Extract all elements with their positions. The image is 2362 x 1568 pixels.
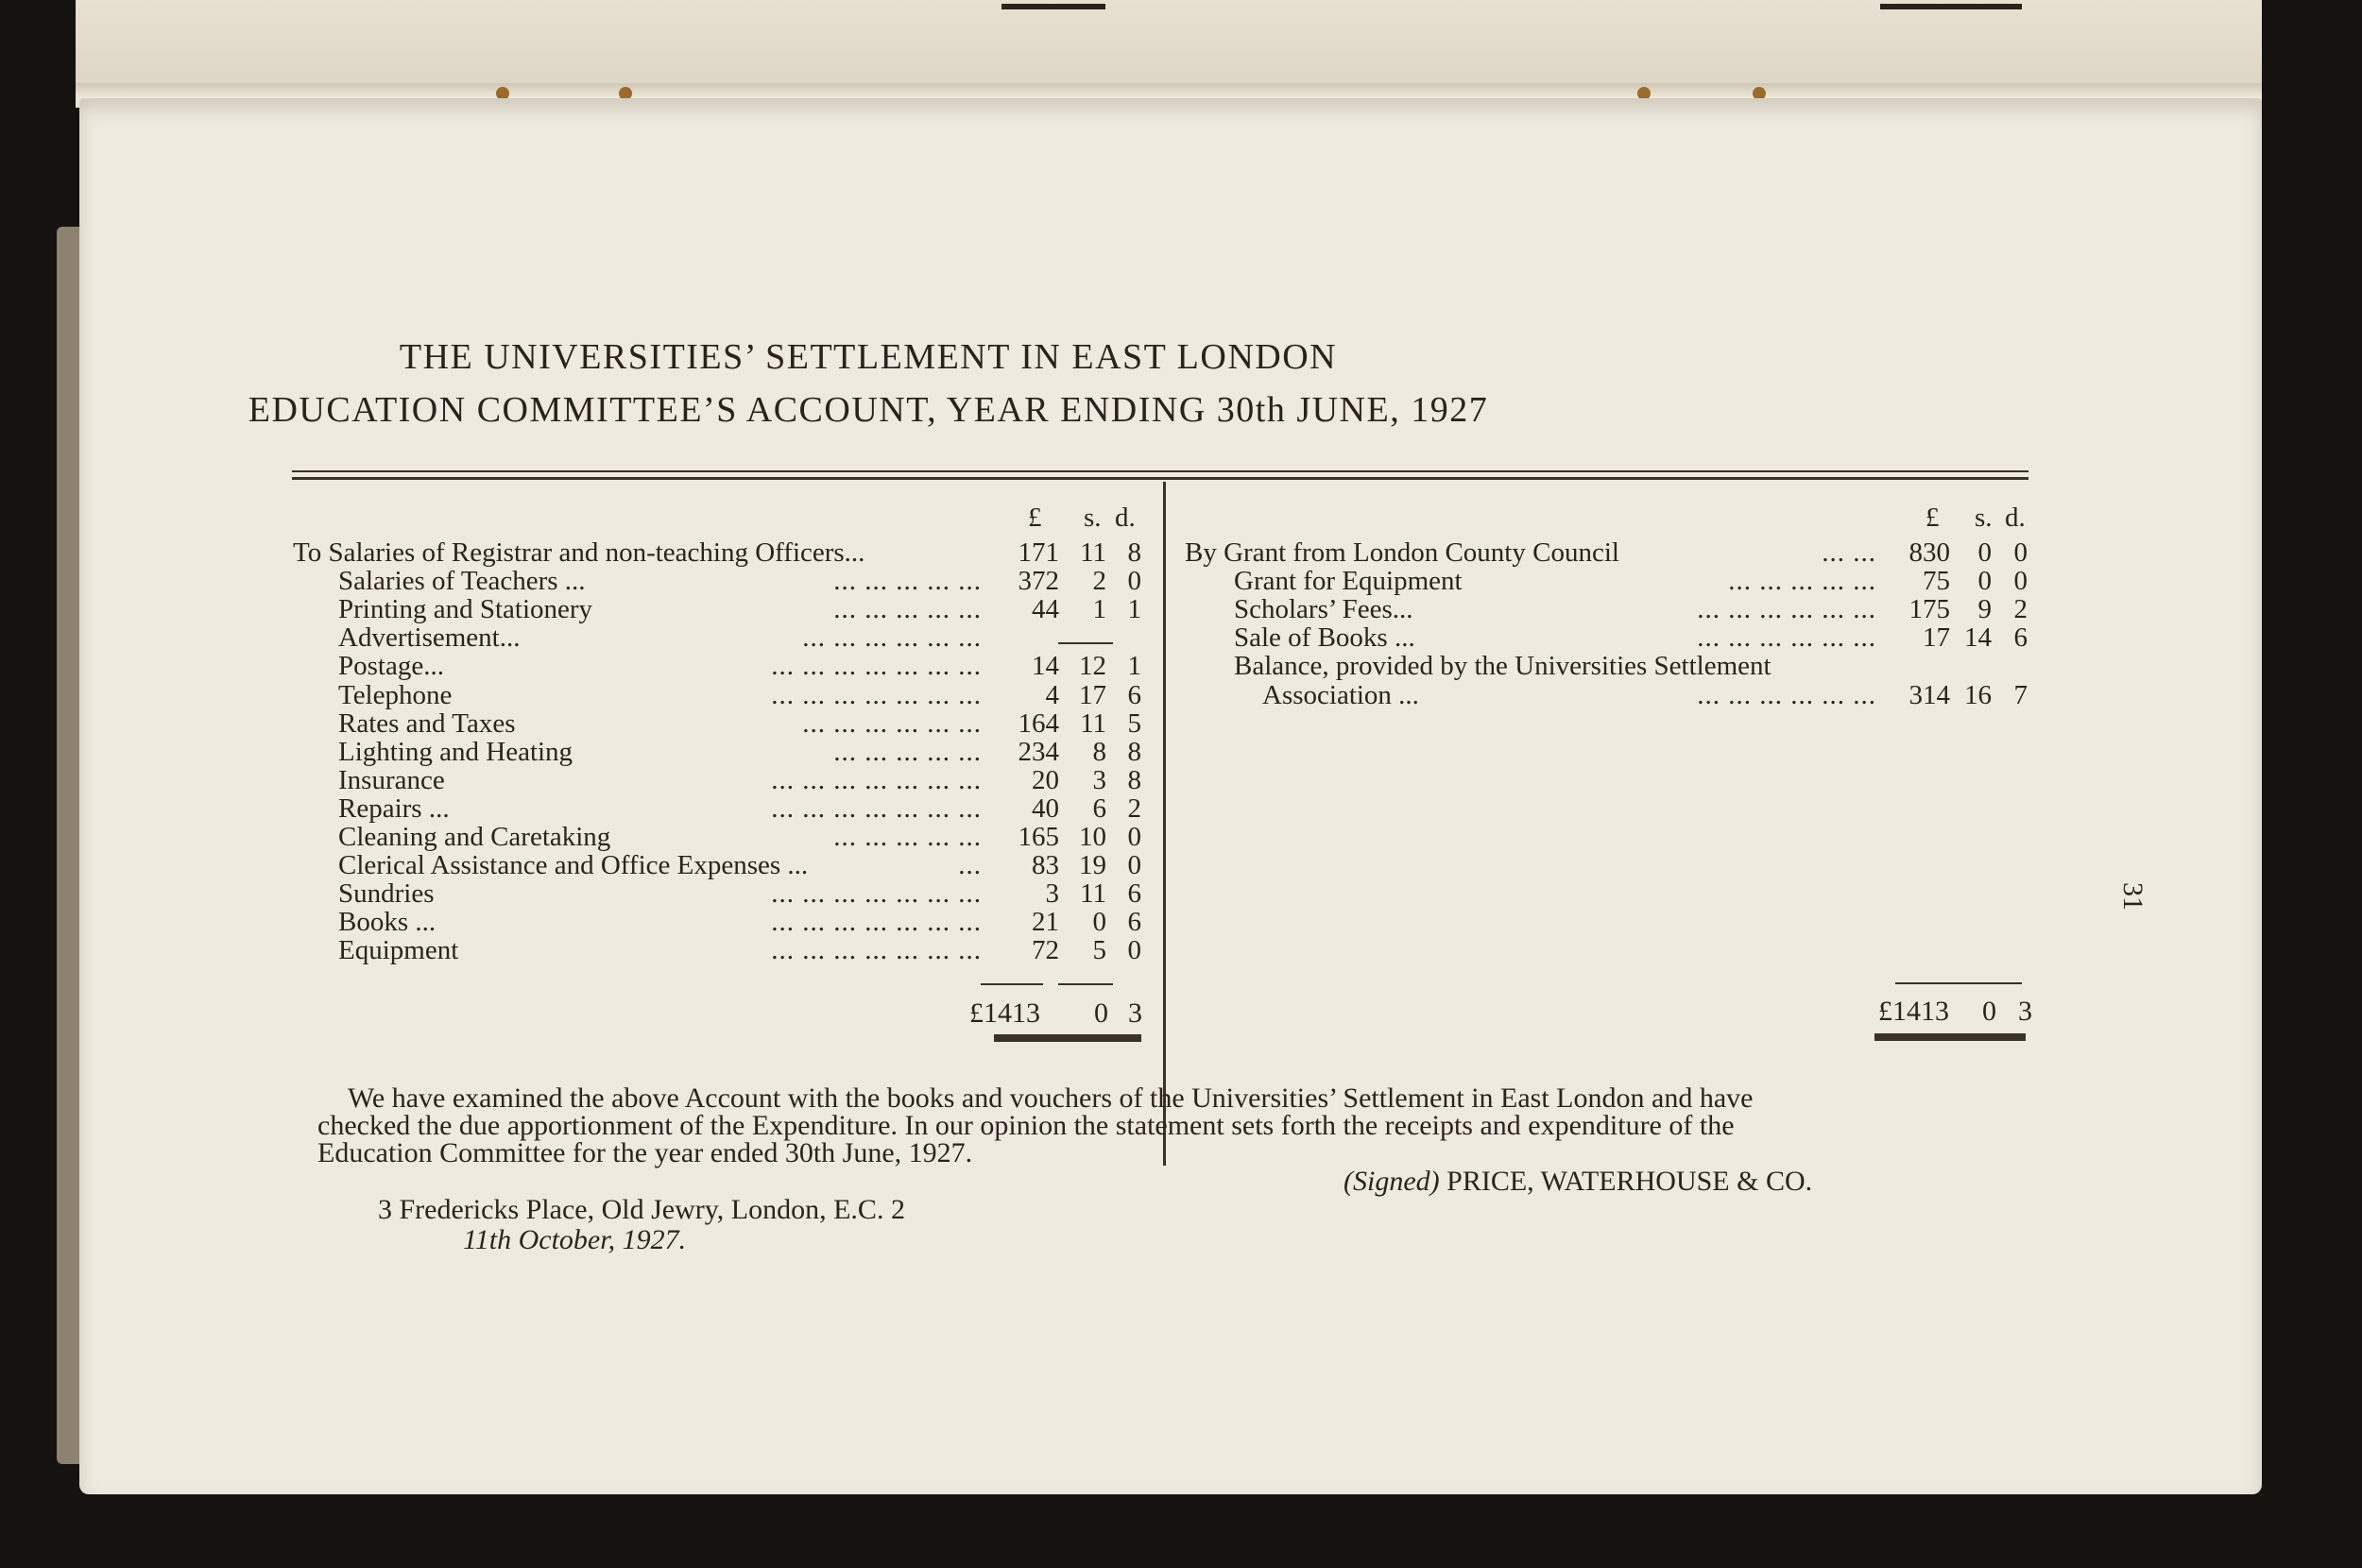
amount-pence: 1 <box>1127 651 1141 682</box>
audit-date: 11th October, 1927. <box>463 1224 687 1255</box>
document-title: THE UNIVERSITIES’ SETTLEMENT IN EAST LONDON <box>399 337 1338 377</box>
amount-pounds: 40 <box>1032 793 1059 824</box>
amount-pounds: 165 <box>1018 822 1059 852</box>
total-rule <box>1058 983 1113 985</box>
row-description: Balance, provided by the Universities Settlement <box>1234 651 1772 682</box>
account-row <box>79 823 2252 851</box>
row-description: Repairs ... <box>338 793 450 824</box>
amount-pounds: 164 <box>1018 707 1059 739</box>
amount-pounds: 44 <box>1032 594 1059 625</box>
row-description: Telephone <box>338 679 453 710</box>
leader-dots: ... ... ... ... ... ... ... <box>771 764 982 795</box>
amount-pounds: 14 <box>1032 651 1059 682</box>
account-row <box>79 623 2252 652</box>
row-description: By Grant from London County Council <box>1185 537 1619 568</box>
amount-shillings: 1 <box>1092 594 1106 625</box>
leader-dots: ... ... ... ... ... <box>833 736 982 767</box>
row-description: Cleaning and Caretaking <box>338 822 611 852</box>
amount-pence: 6 <box>1127 679 1141 710</box>
row-description: Insurance <box>338 764 445 795</box>
amount-pence: 8 <box>1127 736 1141 767</box>
leader-dots: ... ... ... ... ... ... ... <box>771 679 982 710</box>
leader-dots: ... ... ... ... ... ... ... <box>771 907 982 938</box>
row-description: Lighting and Heating <box>338 736 573 767</box>
amount-pounds: 314 <box>1908 679 1950 710</box>
title-rule <box>292 477 2028 480</box>
amount-shillings: 0 <box>1977 566 1992 597</box>
amount-pounds: 3 <box>1045 878 1059 910</box>
leader-dots: ... ... ... ... ... ... <box>1697 622 1876 654</box>
amount-pounds: 83 <box>1032 850 1059 881</box>
amount-pence: 0 <box>1127 850 1141 881</box>
amount-pence: 2 <box>1127 793 1141 824</box>
leader-dots: ... ... ... ... ... <box>833 822 982 852</box>
income-total-shillings: 0 <box>1982 996 1996 1027</box>
account-row <box>79 538 2252 567</box>
amount-pence: 8 <box>1127 764 1141 795</box>
audit-statement-line: checked the due apportionment of the Expenditure. In our opinion the statement sets forth the receipts and expenditure of the <box>317 1110 1735 1141</box>
total-double-rule <box>1874 1033 2026 1041</box>
leader-dots: ... ... ... ... ... ... ... <box>771 793 982 824</box>
expenditure-total-shillings: 0 <box>1094 997 1108 1029</box>
leader-dots: ... ... ... ... ... <box>833 566 982 597</box>
amount-pounds: 72 <box>1032 935 1059 966</box>
row-description: Books ... <box>338 907 436 938</box>
pence-header: d. <box>2005 503 2026 533</box>
amount-shillings: 11 <box>1080 878 1106 910</box>
amount-pounds: 17 <box>1923 622 1950 654</box>
document-page <box>79 98 2262 1494</box>
amount-shillings: 6 <box>1092 793 1106 824</box>
account-row <box>79 936 2252 964</box>
income-total-pounds: £1413 <box>1878 996 1949 1027</box>
previous-page-rule <box>1880 4 2022 9</box>
row-description: Postage... <box>338 651 444 682</box>
amount-pence: 6 <box>1127 878 1141 910</box>
amount-shillings: 12 <box>1079 651 1106 682</box>
leader-dots: ... ... ... ... ... ... ... <box>771 651 982 682</box>
row-description: Equipment <box>338 935 459 966</box>
amount-pounds: 75 <box>1923 566 1950 597</box>
amount-shillings: 0 <box>1977 537 1992 568</box>
amount-shillings: 14 <box>1964 622 1992 654</box>
leader-dots: ... ... ... ... ... <box>833 594 982 625</box>
leader-dots: ... ... ... ... ... ... ... <box>771 878 982 910</box>
row-description: Printing and Stationery <box>338 594 593 625</box>
amount-shillings: 2 <box>1092 566 1106 597</box>
expenditure-total-pence: 3 <box>1128 997 1142 1029</box>
amount-pounds: 20 <box>1032 764 1059 795</box>
amount-pounds: 171 <box>1018 537 1059 568</box>
leader-dots: ... ... ... ... ... ... <box>802 622 982 654</box>
title-rule <box>292 470 2028 472</box>
leader-dots: ... ... ... ... ... ... ... <box>771 935 982 966</box>
row-description: Salaries of Teachers ... <box>338 566 586 597</box>
amount-pence: 0 <box>1127 935 1141 966</box>
page-number: 31 <box>2117 882 2148 911</box>
row-description: Grant for Equipment <box>1234 566 1463 597</box>
leader-dots: ... ... ... ... ... <box>1728 566 1876 597</box>
leader-dots: ... ... ... ... ... ... <box>1697 594 1876 625</box>
amount-shillings: 19 <box>1079 850 1106 881</box>
amount-pounds: 175 <box>1908 594 1950 625</box>
row-description: Sundries <box>338 878 435 910</box>
account-row <box>79 794 2252 823</box>
amount-shillings: 11 <box>1080 707 1106 739</box>
account-row <box>79 851 2252 879</box>
shillings-header: s. <box>1084 503 1102 533</box>
amount-pence: 1 <box>1127 594 1141 625</box>
account-row <box>79 595 2252 623</box>
amount-shillings: 11 <box>1080 537 1106 568</box>
leader-dots: ... ... ... ... ... ... <box>802 707 982 739</box>
amount-pounds: 21 <box>1032 907 1059 938</box>
account-row <box>79 567 2252 595</box>
auditor-name: PRICE, WATERHOUSE & CO. <box>1446 1166 1813 1197</box>
account-row <box>79 879 2252 908</box>
leader-dots: ... ... <box>1822 537 1876 568</box>
amount-pence: 0 <box>2013 537 2028 568</box>
amount-pounds: 234 <box>1018 736 1059 767</box>
income-total-pence: 3 <box>2018 996 2032 1027</box>
account-row <box>79 652 2252 680</box>
row-description: Advertisement... <box>338 622 521 654</box>
amount-pence: 6 <box>1127 907 1141 938</box>
advertisement-dash <box>1058 642 1113 644</box>
amount-pounds: 372 <box>1018 566 1059 597</box>
shillings-header: s. <box>1975 503 1993 533</box>
amount-shillings: 0 <box>1092 907 1106 938</box>
amount-shillings: 10 <box>1079 822 1106 852</box>
account-row <box>79 766 2252 794</box>
account-row <box>79 908 2252 936</box>
pounds-header: £ <box>1028 503 1042 533</box>
audit-statement-line: We have examined the above Account with the books and vouchers of the Universities’ Settlement in East London and have <box>348 1082 1754 1114</box>
previous-page-rule <box>1001 4 1105 9</box>
row-description: Association ... <box>1262 679 1419 710</box>
amount-shillings: 3 <box>1092 764 1106 795</box>
row-description: Scholars’ Fees... <box>1234 594 1413 625</box>
amount-pence: 0 <box>2013 566 2028 597</box>
row-description: Rates and Taxes <box>338 707 516 739</box>
amount-shillings: 9 <box>1977 594 1992 625</box>
amount-pence: 2 <box>2013 594 2028 625</box>
amount-pounds: 4 <box>1045 679 1059 710</box>
amount-pence: 7 <box>2013 679 2028 710</box>
pounds-header: £ <box>1926 503 1940 533</box>
audit-statement-line: Education Committee for the year ended 30th June, 1927. <box>317 1137 973 1168</box>
amount-shillings: 16 <box>1964 679 1992 710</box>
auditor-signature <box>1344 1167 1812 1196</box>
total-double-rule <box>994 1034 1141 1042</box>
account-row <box>79 681 2252 709</box>
auditor-address: 3 Fredericks Place, Old Jewry, London, E.C. 2 <box>378 1194 905 1225</box>
amount-shillings: 8 <box>1092 736 1106 767</box>
amount-pence: 0 <box>1127 822 1141 852</box>
previous-page-edge <box>76 0 2262 89</box>
total-rule <box>981 983 1043 985</box>
row-description: To Salaries of Registrar and non-teaching Officers... <box>293 537 865 568</box>
account-row <box>79 709 2252 738</box>
document-subtitle: EDUCATION COMMITTEE’S ACCOUNT, YEAR ENDING 30th JUNE, 1927 <box>248 390 1489 430</box>
leader-dots: ... <box>958 850 982 881</box>
amount-pence: 5 <box>1127 707 1141 739</box>
amount-pence: 6 <box>2013 622 2028 654</box>
amount-shillings: 17 <box>1079 679 1106 710</box>
amount-shillings: 5 <box>1092 935 1106 966</box>
pence-header: d. <box>1115 503 1136 533</box>
row-description: Sale of Books ... <box>1234 622 1415 654</box>
amount-pence: 8 <box>1127 537 1141 568</box>
amount-pence: 0 <box>1127 566 1141 597</box>
total-rule <box>1895 982 2022 984</box>
row-description: Clerical Assistance and Office Expenses ... <box>338 850 809 881</box>
signed-label: (Signed) <box>1344 1166 1440 1197</box>
expenditure-total-pounds: £1413 <box>969 997 1040 1029</box>
amount-pounds: 830 <box>1908 537 1950 568</box>
account-row <box>79 738 2252 766</box>
leader-dots: ... ... ... ... ... ... <box>1697 679 1876 710</box>
